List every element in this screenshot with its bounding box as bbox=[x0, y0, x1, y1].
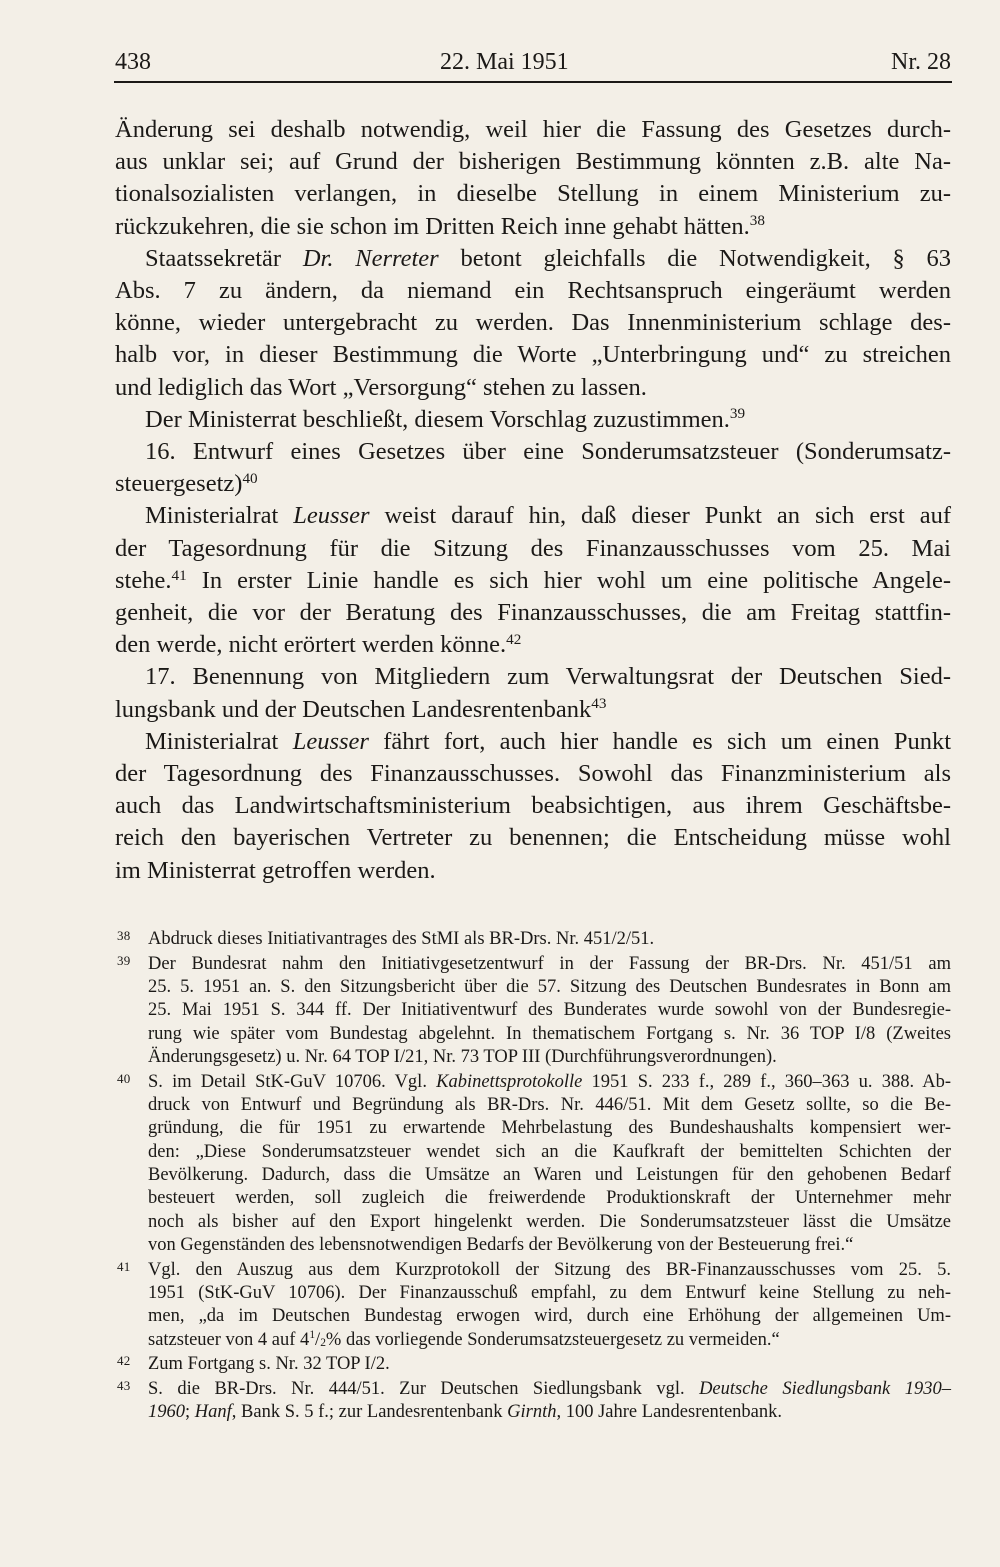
text-run: der Tagesordnung des Finanzausschusses. Sowohl das Finanzministerium als bbox=[115, 760, 951, 788]
text-line bbox=[115, 855, 951, 887]
text-run: S. die BR-Drs. Nr. 444/51. Zur Deutschen Siedlungsbank vgl. bbox=[148, 1379, 700, 1400]
italic-run: Hanf bbox=[194, 1402, 232, 1423]
page-number: 438 bbox=[115, 49, 151, 75]
text-run: Abdruck dieses Initiativantrages des StMI als BR-Drs. Nr. 451/2/51. bbox=[148, 929, 655, 949]
superscript: 1 bbox=[309, 1329, 316, 1342]
footnote-line bbox=[148, 1071, 951, 1094]
text-run: Der Ministerrat beschließt, diesem Vorschlag zuzustimmen. bbox=[145, 405, 730, 433]
footnote bbox=[115, 1378, 951, 1425]
text-run: stehe. bbox=[115, 566, 172, 594]
paragraph bbox=[115, 436, 951, 500]
footnote-line bbox=[148, 1329, 951, 1352]
running-date: 22. Mai 1951 bbox=[440, 49, 569, 75]
paragraph bbox=[115, 243, 951, 404]
footnote-line bbox=[148, 1259, 951, 1282]
footnote-line bbox=[148, 1094, 951, 1117]
italic-run: Leusser bbox=[293, 502, 370, 530]
text-line bbox=[115, 404, 951, 436]
text-run: 1951 S. 233 f., 289 f., 360–363 u. 388. Ab- bbox=[582, 1071, 951, 1092]
footnote-line bbox=[148, 999, 951, 1022]
text-line bbox=[115, 178, 951, 210]
text-run: 1951 (StK-GuV 10706). Der Finanzausschuß empfahl, zu dem Entwurf keine Stellung zu neh- bbox=[148, 1282, 951, 1303]
text-line bbox=[115, 758, 951, 790]
italic-run: Dr. Nerreter bbox=[302, 244, 439, 272]
footnote bbox=[115, 1071, 951, 1257]
text-run: In erster Linie handle es sich hier wohl um eine politische Angele- bbox=[186, 566, 951, 594]
text-line bbox=[115, 726, 951, 758]
text-run: weist darauf hin, daß dieser Punkt an sich erst auf bbox=[369, 502, 951, 530]
text-line bbox=[115, 372, 951, 404]
text-line bbox=[115, 275, 951, 307]
text-run: Vgl. den Auszug aus dem Kurzprotokoll der Sitzung des BR-Finanzausschusses vom 25. 5. bbox=[148, 1259, 951, 1280]
text-run: lungsbank und der Deutschen Landesrentenbank bbox=[115, 695, 592, 723]
footnote-line bbox=[148, 1353, 951, 1376]
text-line bbox=[115, 211, 951, 243]
footnote bbox=[115, 1259, 951, 1352]
text-run: Änderungsgesetz) u. Nr. 64 TOP I/21, Nr. 73 TOP III (Durchführungsverordnungen). bbox=[148, 1046, 777, 1067]
footnote-line bbox=[148, 1401, 951, 1424]
footnote-number: 39 bbox=[117, 952, 131, 968]
text-run: % das vorliegende Sonderumsatzsteuergesetz zu vermeiden.“ bbox=[325, 1329, 780, 1350]
text-run: S. im Detail StK-GuV 10706. Vgl. bbox=[148, 1071, 437, 1092]
paragraph bbox=[115, 500, 951, 661]
text-run: 17. Benennung von Mitgliedern zum Verwaltungsrat der Deutschen Sied- bbox=[145, 663, 951, 691]
text-run: tionalsozialisten verlangen, in dieselbe Stellung in einem Ministerium zu- bbox=[115, 180, 951, 208]
italic-run: Deutsche Siedlungsbank 1930– bbox=[699, 1379, 951, 1400]
footnote-number: 41 bbox=[117, 1258, 131, 1274]
footnote-line bbox=[148, 1234, 951, 1257]
running-header bbox=[115, 46, 951, 78]
footnote-line bbox=[148, 1046, 951, 1069]
footnote-reference: 42 bbox=[506, 630, 522, 648]
text-run: könne, wieder untergebracht zu werden. Das Innenministerium schlage des- bbox=[115, 309, 951, 337]
text-run: der Tagesordnung für die Sitzung des Finanzausschusses vom 25. Mai bbox=[115, 534, 951, 562]
text-run: Staatssekretär bbox=[145, 244, 303, 272]
text-line bbox=[115, 500, 951, 532]
text-run: 16. Entwurf eines Gesetzes über eine Sonderumsatzsteuer (Sonderumsatz- bbox=[145, 438, 951, 466]
footnote-line bbox=[148, 1187, 951, 1210]
text-run: satzsteuer von 4 auf 4 bbox=[148, 1329, 310, 1350]
text-line bbox=[115, 243, 951, 275]
text-run: von Gegenständen des lebensnotwendigen Bedarfs der Bevölkerung von der Besteuerung frei.“ bbox=[148, 1234, 854, 1255]
footnote-line bbox=[148, 928, 951, 951]
footnote-line bbox=[148, 1164, 951, 1187]
footnote-reference: 41 bbox=[171, 566, 187, 584]
italic-run: Leusser bbox=[292, 727, 369, 755]
subscript: 2 bbox=[320, 1337, 326, 1350]
footnotes bbox=[115, 928, 951, 1426]
text-line bbox=[115, 822, 951, 854]
text-run: rung wie später vom Bundestag abgelehnt. In thematischem Fortgang s. Nr. 36 TOP I/8 (Zweites bbox=[148, 1023, 951, 1044]
text-run: gründung, die für 1951 zu erwartende Mehrbelastung des Bundeshaushalts kompensiert wer- bbox=[148, 1118, 951, 1139]
text-run: Der Bundesrat nahm den Initiativgesetzentwurf in der Fassung der BR-Drs. Nr. 451/51 am bbox=[148, 953, 951, 974]
text-run: reich den bayerischen Vertreter zu benennen; die Entscheidung müsse wohl bbox=[115, 824, 951, 852]
footnote-line bbox=[148, 953, 951, 976]
text-line bbox=[115, 307, 951, 339]
text-run: ; bbox=[185, 1402, 195, 1423]
text-run: Änderung sei deshalb notwendig, weil hier die Fassung des Gesetzes durch- bbox=[115, 116, 951, 143]
text-run: besteuert werden, soll zugleich die freiwerdende Produktionskraft der Unternehmer mehr bbox=[148, 1188, 951, 1209]
italic-run: Kabinettsprotokolle bbox=[436, 1071, 583, 1092]
paragraph bbox=[115, 404, 951, 436]
text-line bbox=[115, 597, 951, 629]
text-run: 25. Mai 1951 S. 344 ff. Der Initiativentwurf des Bunderates wurde sowohl von der Bundesregie- bbox=[148, 1000, 951, 1021]
italic-run: 1960 bbox=[148, 1402, 185, 1423]
text-line bbox=[115, 339, 951, 371]
text-run: Zum Fortgang s. Nr. 32 TOP I/2. bbox=[148, 1354, 390, 1375]
text-line bbox=[115, 468, 951, 500]
paragraph bbox=[115, 114, 951, 243]
header-rule bbox=[114, 81, 952, 83]
text-line bbox=[115, 146, 951, 178]
footnote-line bbox=[148, 1023, 951, 1046]
text-run: betont gleichfalls die Notwendigkeit, § 63 bbox=[438, 244, 951, 272]
text-line bbox=[115, 790, 951, 822]
text-run: halb vor, in dieser Bestimmung die Worte „Unterbringung und“ zu streichen bbox=[115, 341, 951, 369]
footnote-line bbox=[148, 1282, 951, 1305]
paragraph bbox=[115, 726, 951, 887]
text-run: Ministerialrat bbox=[145, 727, 293, 755]
text-run: auch das Landwirtschaftsministerium beabsichtigen, aus ihrem Geschäftsbe- bbox=[115, 792, 951, 820]
footnote-reference: 39 bbox=[729, 405, 746, 423]
footnote-line bbox=[148, 1117, 951, 1140]
text-run: im Ministerrat getroffen werden. bbox=[115, 856, 436, 884]
footnote-reference: 43 bbox=[591, 695, 607, 713]
text-run: fährt fort, auch hier handle es sich um einen Punkt bbox=[368, 727, 951, 755]
footnote-number: 40 bbox=[117, 1070, 131, 1086]
footnote-line bbox=[148, 1305, 951, 1328]
text-line bbox=[115, 436, 951, 468]
footnote-line bbox=[148, 1211, 951, 1234]
text-run: genheit, die vor der Beratung des Finanzausschusses, die am Freitag stattfin- bbox=[115, 599, 951, 627]
footnote-number: 38 bbox=[117, 928, 131, 943]
text-run: men, „da im Deutschen Bundestag erwogen wird, durch eine Erhöhung der allgemeinen Um- bbox=[148, 1306, 951, 1327]
main-text bbox=[115, 114, 951, 887]
text-run: den werde, nicht erörtert werden könne. bbox=[115, 631, 507, 659]
footnote-number: 42 bbox=[117, 1353, 131, 1369]
text-run: 25. 5. 1951 an. S. den Sitzungsbericht über die 57. Sitzung des Deutschen Bundesrates in Bonn am bbox=[148, 977, 951, 998]
text-line bbox=[115, 694, 951, 726]
text-run: den: „Diese Sonderumsatzsteuer wendet sich an die Kaufkraft der bemittelten Schichten der bbox=[148, 1141, 951, 1162]
text-line bbox=[115, 629, 951, 661]
text-run: aus unklar sei; auf Grund der bisherigen Bestimmung könnten z.B. alte Na- bbox=[115, 148, 951, 176]
footnote-number: 43 bbox=[117, 1378, 131, 1394]
text-line bbox=[115, 661, 951, 693]
text-line bbox=[115, 533, 951, 565]
text-run: druck von Entwurf und Begründung als BR-Drs. Nr. 446/51. Mit dem Gesetz sollte, so die Be- bbox=[148, 1095, 951, 1116]
footnote-reference: 38 bbox=[749, 212, 765, 230]
footnote bbox=[115, 953, 951, 1069]
footnote-line bbox=[148, 976, 951, 999]
text-line bbox=[115, 565, 951, 597]
issue-number: Nr. 28 bbox=[891, 49, 951, 75]
footnote-line bbox=[148, 1378, 951, 1401]
text-run: steuergesetz) bbox=[115, 470, 243, 498]
text-run: Abs. 7 zu ändern, da niemand ein Rechtsanspruch eingeräumt werden bbox=[115, 277, 951, 305]
text-run: Ministerialrat bbox=[145, 502, 294, 530]
text-run: und lediglich das Wort „Versorgung“ stehen zu lassen. bbox=[115, 373, 647, 401]
footnote bbox=[115, 928, 951, 951]
paragraph bbox=[115, 661, 951, 725]
footnote-line bbox=[148, 1141, 951, 1164]
footnote bbox=[115, 1353, 951, 1376]
text-run: , Bank S. 5 f.; zur Landesrentenbank bbox=[231, 1402, 508, 1423]
footnote-reference: 40 bbox=[242, 469, 258, 487]
text-run: noch als bisher auf den Export hingelenkt werden. Die Sonderumsatzsteuer lässt die Umsätze bbox=[148, 1211, 951, 1232]
text-run: rückzukehren, die sie schon im Dritten Reich inne gehabt hätten. bbox=[115, 212, 750, 240]
text-line bbox=[115, 114, 951, 146]
text-run: / bbox=[315, 1329, 321, 1350]
italic-run: Girnth bbox=[507, 1402, 557, 1423]
text-run: Bevölkerung. Dadurch, dass die Umsätze an Waren und Leistungen für den gehobenen Bedarf bbox=[148, 1164, 951, 1185]
text-run: , 100 Jahre Landesrentenbank. bbox=[556, 1402, 782, 1423]
